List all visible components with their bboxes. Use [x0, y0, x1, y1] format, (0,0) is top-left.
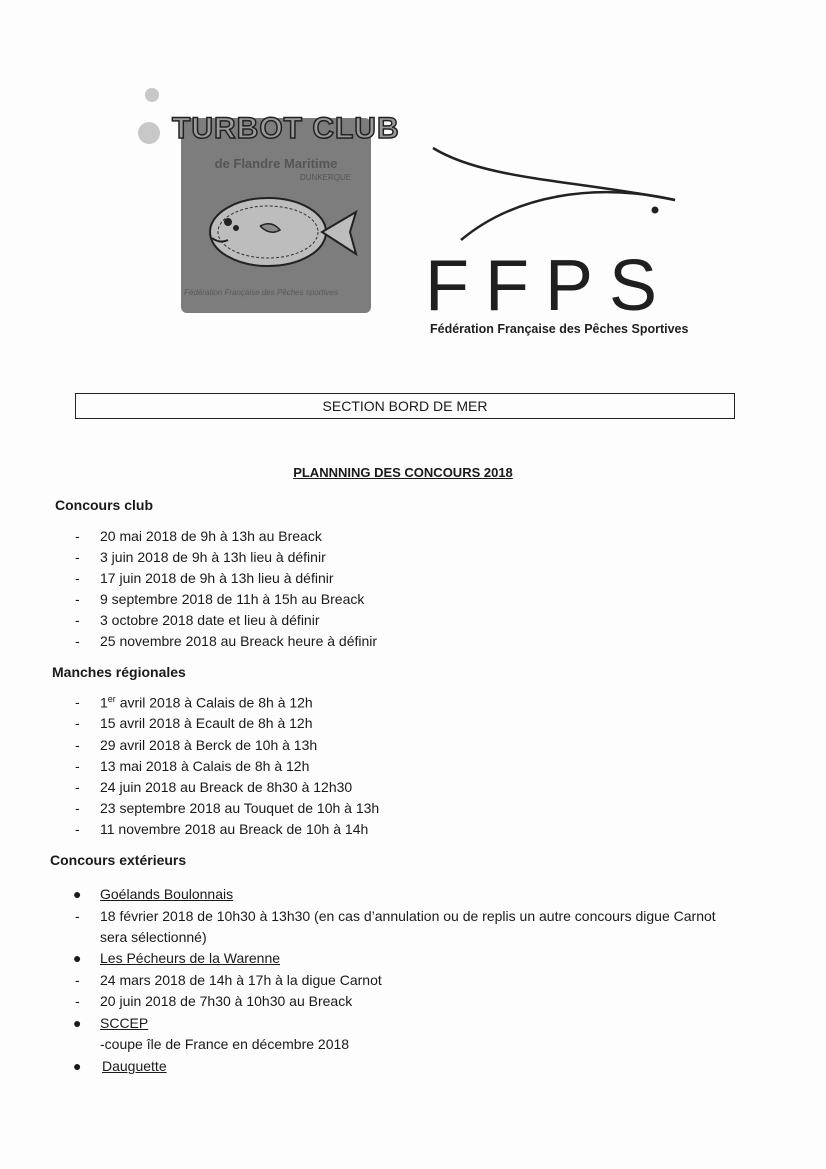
exterieurs-heading: Concours extérieurs	[50, 852, 187, 868]
ffps-full-name: Fédération Française des Pêches Sportives	[430, 322, 689, 336]
turbot-logo-federation: Fédération Française des Pêches sportives	[184, 288, 338, 297]
turbot-fish-icon	[200, 180, 360, 280]
ffps-fish-icon	[425, 140, 685, 250]
turbot-logo-title: TURBOT CLUB	[172, 112, 400, 145]
section-title: SECTION BORD DE MER	[75, 393, 735, 419]
turbot-logo-subtitle: de Flandre Maritime	[214, 156, 338, 171]
ffps-acronym: FFPS	[425, 246, 674, 326]
turbot-logo-city: DUNKERQUE	[300, 173, 352, 182]
logo-dot-large	[138, 122, 160, 144]
concours-club-heading: Concours club	[55, 497, 154, 513]
logo-dot-small	[145, 88, 159, 102]
manches-heading: Manches régionales	[52, 664, 186, 680]
planning-title: PLANNNING DES CONCOURS 2018	[293, 465, 513, 480]
